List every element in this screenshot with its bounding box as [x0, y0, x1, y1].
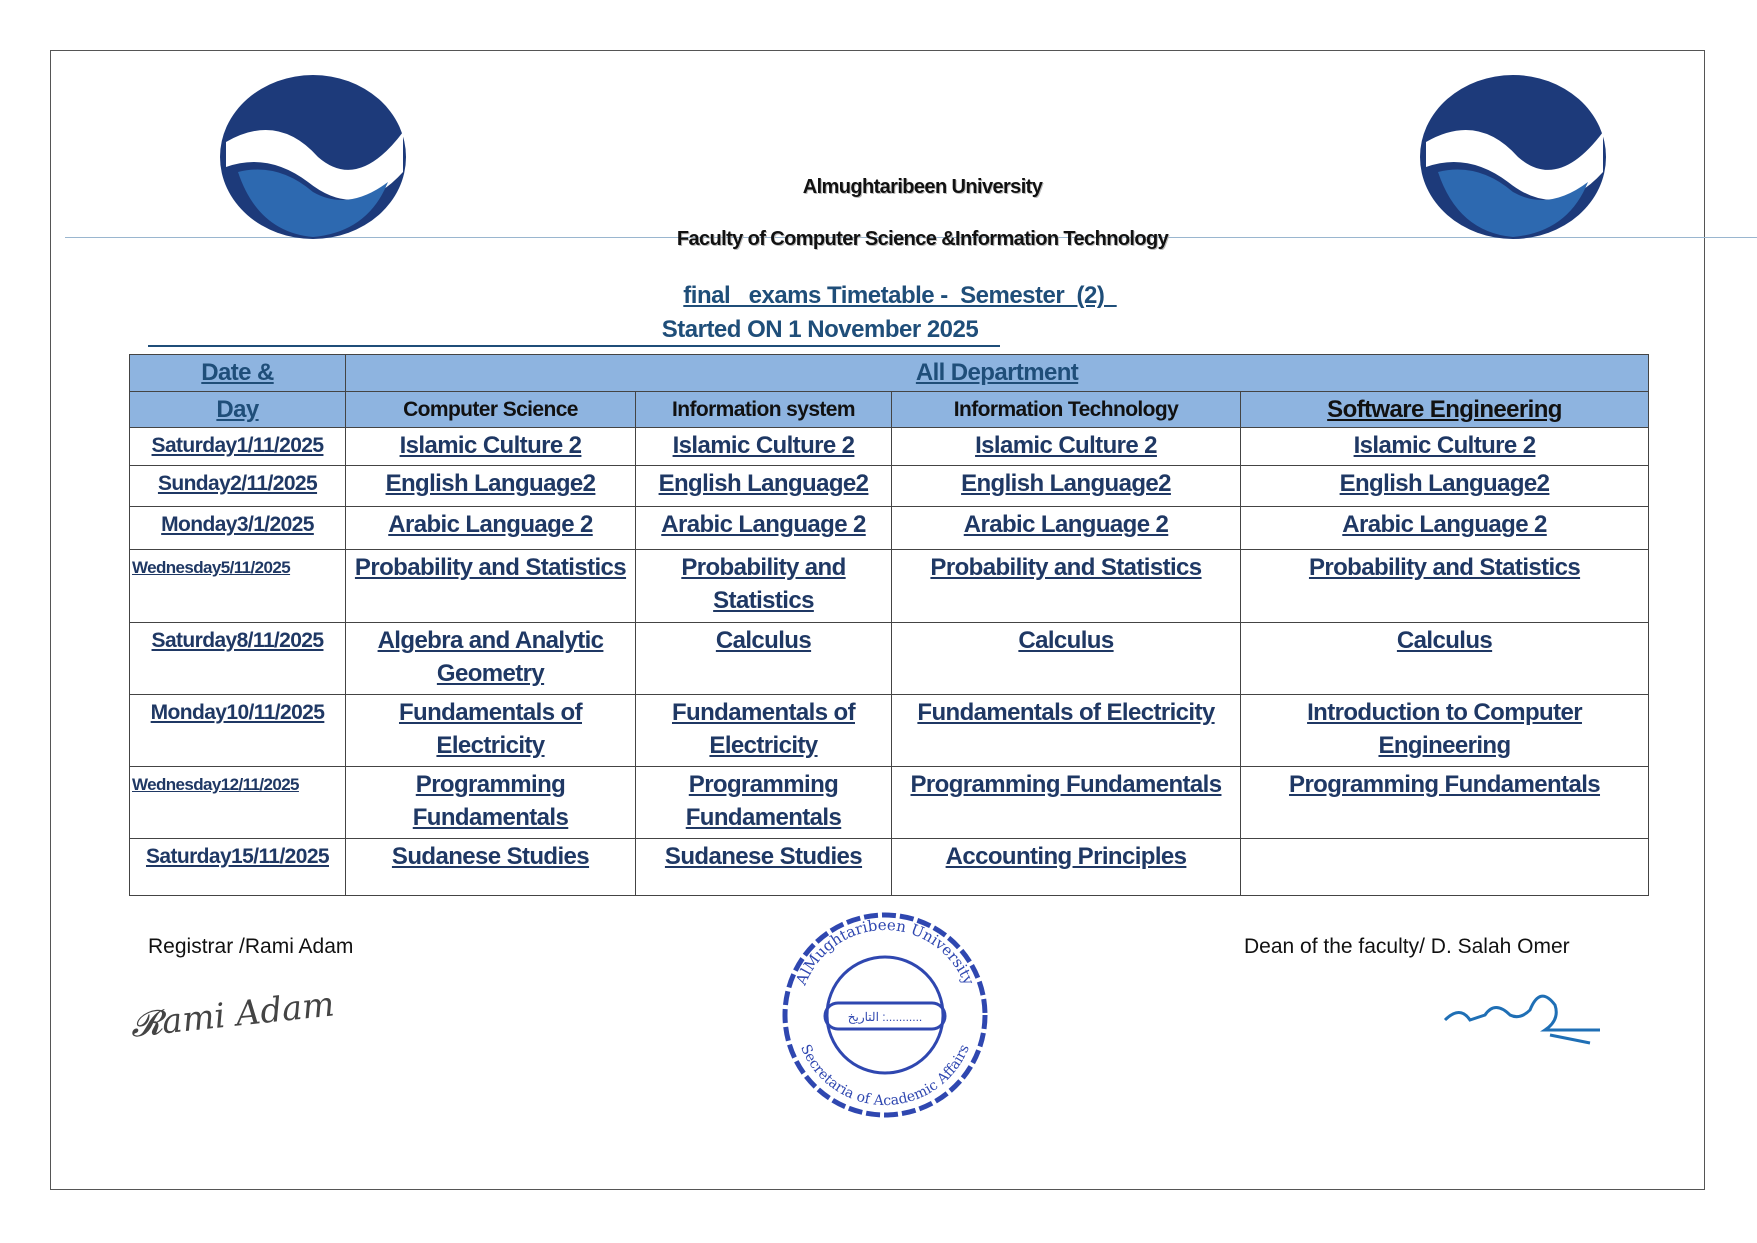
- registrar-signature: 𝓡ami Adam: [128, 984, 337, 1046]
- exam-subject: Probability and Statistics: [636, 550, 892, 623]
- exam-date: Wednesday12/11/2025: [130, 767, 346, 839]
- exam-subject: [1241, 839, 1649, 896]
- dean-label: Dean of the faculty/ D. Salah Omer: [1244, 935, 1570, 958]
- start-date: Started ON 1 November 2025: [661, 316, 979, 343]
- exam-subject: Programming Fundamentals: [346, 767, 636, 839]
- exam-subject: Islamic Culture 2: [892, 428, 1241, 466]
- exam-subject: Fundamentals of Electricity: [892, 695, 1241, 767]
- exam-date: Sunday2/11/2025: [130, 466, 346, 507]
- svg-text:Secretaria of Academic Affairs: Secretaria of Academic Affairs: [797, 1042, 973, 1110]
- exam-subject: Arabic Language 2: [346, 507, 636, 550]
- start-underline: [148, 345, 1000, 347]
- table-row: [130, 507, 1649, 550]
- exam-subject: Introduction to Computer Engineering: [1241, 695, 1649, 767]
- exam-subject: Islamic Culture 2: [346, 428, 636, 466]
- university-name: Almughtaribeen University: [802, 176, 1043, 198]
- date-header: Date &: [130, 355, 346, 392]
- exam-subject: Probability and Statistics: [346, 550, 636, 623]
- exam-subject: Calculus: [892, 623, 1241, 695]
- academic-affairs-stamp: [780, 910, 990, 1120]
- exam-subject: Probability and Statistics: [1241, 550, 1649, 623]
- exam-subject: Sudanese Studies: [636, 839, 892, 896]
- table-row: [130, 428, 1649, 466]
- exam-subject: Sudanese Studies: [346, 839, 636, 896]
- exam-subject: Programming Fundamentals: [892, 767, 1241, 839]
- exam-subject: English Language2: [636, 466, 892, 507]
- exam-date: Saturday1/11/2025: [130, 428, 346, 466]
- exam-subject: Fundamentals of Electricity: [636, 695, 892, 767]
- university-logo-right: [1418, 72, 1608, 242]
- table-row: [130, 466, 1649, 507]
- day-header: Day: [130, 392, 346, 428]
- exam-subject: Programming Fundamentals: [636, 767, 892, 839]
- exam-subject: Arabic Language 2: [1241, 507, 1649, 550]
- exam-subject: Arabic Language 2: [636, 507, 892, 550]
- exam-subject: Calculus: [636, 623, 892, 695]
- exam-subject: Programming Fundamentals: [1241, 767, 1649, 839]
- dean-signature: [1440, 985, 1610, 1055]
- exam-date: Monday10/11/2025: [130, 695, 346, 767]
- university-logo-left: [218, 72, 408, 242]
- exam-date: Monday3/1/2025: [130, 507, 346, 550]
- exam-subject: Fundamentals of Electricity: [346, 695, 636, 767]
- exam-subject: Accounting Principles: [892, 839, 1241, 896]
- exam-subject: Calculus: [1241, 623, 1649, 695]
- registrar-label: Registrar /Rami Adam: [148, 935, 354, 958]
- all-department-header: All Department: [346, 355, 1649, 392]
- exam-subject: English Language2: [892, 466, 1241, 507]
- dept-computer-science: Computer Science: [346, 392, 636, 428]
- exam-subject: Algebra and Analytic Geometry: [346, 623, 636, 695]
- svg-text:AlMughtaribeen University: AlMughtaribeen University: [792, 915, 978, 988]
- exam-subject: Islamic Culture 2: [636, 428, 892, 466]
- svg-text:التاريخ :...........: التاريخ :...........: [847, 1010, 923, 1024]
- exam-subject: Arabic Language 2: [892, 507, 1241, 550]
- exam-date: Saturday15/11/2025: [130, 839, 346, 896]
- table-row: [130, 695, 1649, 767]
- exam-subject: English Language2: [1241, 466, 1649, 507]
- exam-subject: English Language2: [346, 466, 636, 507]
- dept-information-technology: Information Technology: [892, 392, 1241, 428]
- table-row: [130, 550, 1649, 623]
- exam-timetable: [129, 354, 1649, 896]
- exam-subject: Islamic Culture 2: [1241, 428, 1649, 466]
- exam-subject: Probability and Statistics: [892, 550, 1241, 623]
- faculty-name: Faculty of Computer Science &Information Technology: [676, 228, 1169, 250]
- table-row: [130, 623, 1649, 695]
- dept-information-system: Information system: [636, 392, 892, 428]
- exam-date: Wednesday5/11/2025: [130, 550, 346, 623]
- table-row: [130, 839, 1649, 896]
- timetable-title: final exams Timetable - Semester (2): [683, 282, 1117, 309]
- table-row: [130, 767, 1649, 839]
- dept-software-engineering: Software Engineering: [1241, 392, 1649, 428]
- exam-date: Saturday8/11/2025: [130, 623, 346, 695]
